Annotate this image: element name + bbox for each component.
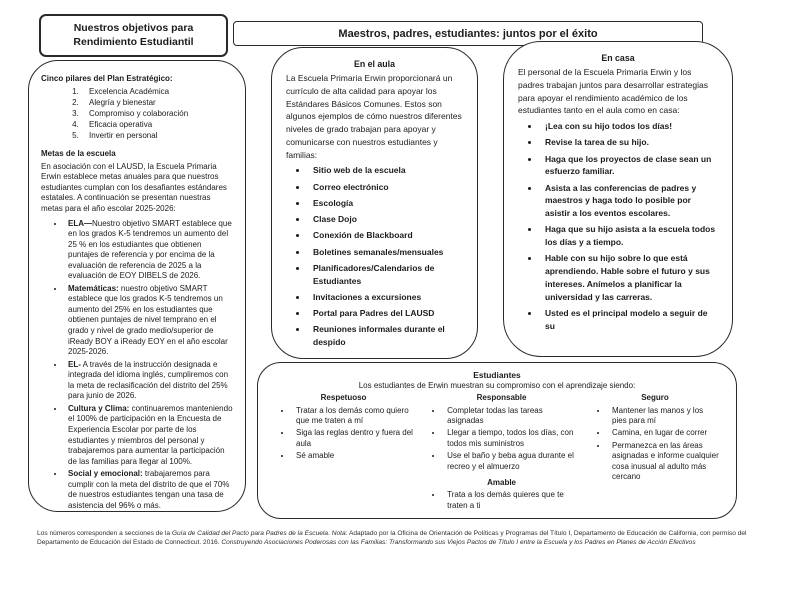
students-column-seguro: [584, 393, 726, 513]
students-column-responsable: [419, 393, 584, 513]
student-item: • Llegar a tiempo, todos los días, con todos mis suministros: [443, 428, 578, 449]
column-list: [425, 406, 578, 472]
students-panel: [257, 362, 737, 519]
students-column-respetuoso: [268, 393, 419, 513]
column-heading: Responsable: [476, 393, 527, 403]
home-item: • ¡Lea con su hijo todos los días!: [540, 120, 718, 133]
home-panel: [503, 41, 733, 357]
goal-label: Social y emocional:: [68, 469, 143, 479]
goals-list: [41, 219, 233, 512]
goal-item: [65, 219, 233, 282]
home-list: [518, 120, 718, 332]
home-item: • Asista a las conferencias de padres y maestros y haga todo lo posible por asistir a los eventos escolares.: [540, 182, 718, 220]
footer-nota: Nota:: [331, 530, 348, 537]
students-subtitle: Los estudiantes de Erwin muestran su compromiso con el aprendizaje siendo:: [358, 380, 636, 390]
footer-text: Los números corresponden a secciones de la: [37, 530, 172, 537]
classroom-item: • Planificadores/Calendarios de Estudiantes: [308, 262, 463, 288]
classroom-item: • Portal para Padres del LAUSD: [308, 307, 463, 320]
students-columns: [268, 393, 726, 513]
home-item: • Revise la tarea de su hijo.: [540, 136, 718, 149]
student-item: • Permanezca en las áreas asignadas e informe cualquier cosa inusual al adulto más cercano: [608, 441, 720, 483]
classroom-item: • Escología: [308, 197, 463, 210]
student-item: • Trata a los demás quieres que te traten a ti: [443, 490, 578, 511]
classroom-item: • Reuniones informales durante el despido: [308, 323, 463, 349]
home-item: • Usted es el principal modelo a seguir de su: [540, 307, 718, 333]
objectives-title-line2: Rendimiento Estudiantil: [73, 35, 194, 48]
pillar-item: 4. Eficacia operativa: [81, 120, 233, 131]
goal-label: Matemáticas:: [68, 283, 119, 293]
student-item: • Tratar a los demás como quiero que me traten a mí: [292, 406, 413, 427]
goal-item: [65, 284, 233, 358]
column-heading: Respetuoso: [320, 393, 367, 403]
home-item: • Haga que los proyectos de clase sean un esfuerzo familiar.: [540, 153, 718, 179]
student-item: • Siga las reglas dentro y fuera del aula: [292, 428, 413, 449]
pillar-item: 3. Compromiso y colaboración: [81, 109, 233, 120]
classroom-item: • Clase Dojo: [308, 213, 463, 226]
home-item: • Hable con su hijo sobre lo que está aprendiendo. Hable sobre el futuro y sus intereses. Anímelos a planificar la universidad y las carreras.: [540, 252, 718, 303]
students-column-amable: [425, 478, 578, 511]
classroom-item: • Invitaciones a excursiones: [308, 291, 463, 304]
goal-text: nuestro objetivo SMART establece que los grados K-5 tendremos un aumento del 25% en los estudiantes que obtienen puntajes de nivel temprano en el grado y nivel de grado medio/superior de iReady BOY a iReady EOY en el año escolar 2025-2026.: [68, 283, 228, 357]
goal-text: continuaremos manteniendo el 100% de participación en la Encuesta de Experiencia Escolar por parte de los estudiantes y miembros del personal y trabajaremos para aumentar la participación de las familias para llegar al 100%.: [68, 403, 233, 466]
column-list: [425, 490, 578, 511]
home-item: • Haga que su hijo asista a la escuela todos los días y a tiempo.: [540, 223, 718, 249]
student-item: • Camina, en lugar de correr: [608, 428, 720, 438]
student-item: • Mantener las manos y los pies para mí: [608, 406, 720, 427]
banner-title: Maestros, padres, estudiantes: juntos por el éxito: [338, 27, 598, 40]
home-title: En casa: [601, 53, 635, 63]
goals-title: Metas de la escuela: [41, 149, 116, 159]
pillars-title: Cinco pilares del Plan Estratégico:: [41, 74, 173, 83]
students-title: Estudiantes: [473, 370, 521, 380]
school-goals-panel: [28, 60, 246, 512]
classroom-panel: [271, 47, 478, 359]
classroom-item: • Correo electrónico: [308, 181, 463, 194]
footer-citation: Guía de Calidad del Pacto para Padres de la Escuela: [171, 530, 329, 537]
column-list: [274, 406, 413, 462]
goal-label: ELA—: [68, 218, 92, 228]
goal-label: Cultura y Clima:: [68, 403, 130, 413]
student-item: • Sé amable: [292, 451, 413, 461]
column-heading: Seguro: [641, 393, 669, 403]
column-list: [590, 406, 720, 483]
pillar-item: 2. Alegría y bienestar: [81, 98, 233, 109]
classroom-item: • Sitio web de la escuela: [308, 164, 463, 177]
pillars-list: [41, 87, 233, 142]
pillar-item: 5. Invertir en personal: [81, 131, 233, 142]
classroom-title: En el aula: [353, 59, 396, 69]
goal-item: [65, 360, 233, 402]
objectives-title-line1: Nuestros objetivos para: [73, 21, 194, 34]
footer-note: [37, 529, 765, 548]
pillar-item: 1. Excelencia Académica: [81, 87, 233, 98]
footer-citation: Construyendo Asociaciones Poderosas con las Familias: Transformando sus Viejos Pactos de Título I entre la Escuela y los Padres en Planes de Acción Efectivos: [221, 539, 696, 547]
student-item: • Completar todas las tareas asignadas: [443, 406, 578, 427]
footer-text: .: [328, 530, 332, 537]
goal-text: Nuestro objetivo SMART establece que en los grados K-5 tendremos un aumento del 25 % en los estudiantes que obtienen puntajes de referencia y por encima de la evaluación de referencia de 2025 a la evaluación de EOY DIBELS de 2026.: [68, 218, 232, 281]
classroom-item: • Boletines semanales/mensuales: [308, 246, 463, 259]
goal-item: [65, 469, 233, 511]
student-item: • Use el baño y beba agua durante el recreo y el almuerzo: [443, 451, 578, 472]
home-intro: El personal de la Escuela Primaria Erwin y los padres trabajan juntos para desarrollar estrategias para apoyar el rendimiento académico de los estudiantes tanto en el aula como en casa:: [518, 67, 708, 116]
goal-item: [65, 404, 233, 467]
classroom-list: [286, 164, 463, 349]
goal-text: A través de la instrucción designada e integrada del idioma inglés, cumpliremos con la meta de reclasificación del distrito del 25% para junio de 2026.: [68, 359, 229, 401]
column-heading: Amable: [487, 478, 517, 488]
footer-text: Adaptado por la Oficina de Orientación de Políticas y Programas del Título I, Departamento de Educación de California, con permiso del Departamento de Educación del Estado de Connecticut. 2016.: [37, 530, 747, 547]
goals-intro: En asociación con el LAUSD, la Escuela Primaria Erwin establece metas anuales para que nuestros estudiantes cumplan con los desafiantes estándares estatales. A continuación se presentan nuestras metas para el año escolar 2025-2026:: [41, 161, 227, 214]
objectives-title-box: [39, 14, 228, 57]
classroom-intro: La Escuela Primaria Erwin proporcionará un currículo de alta calidad para apoyar los Estándares Básicos Comunes. Estos son algunos ejemplos de cómo nuestros diferentes niveles de grado trabajan para apoyar y comunicarse con nuestros estudiantes y familias:: [286, 73, 462, 160]
classroom-item: • Conexión de Blackboard: [308, 229, 463, 242]
goal-label: EL-: [68, 359, 81, 369]
goal-text: trabajaremos para cumplir con la meta del distrito de que el 70% de nuestros estudiantes tengan una tasa de asistencia del 96% o más.: [68, 469, 230, 510]
